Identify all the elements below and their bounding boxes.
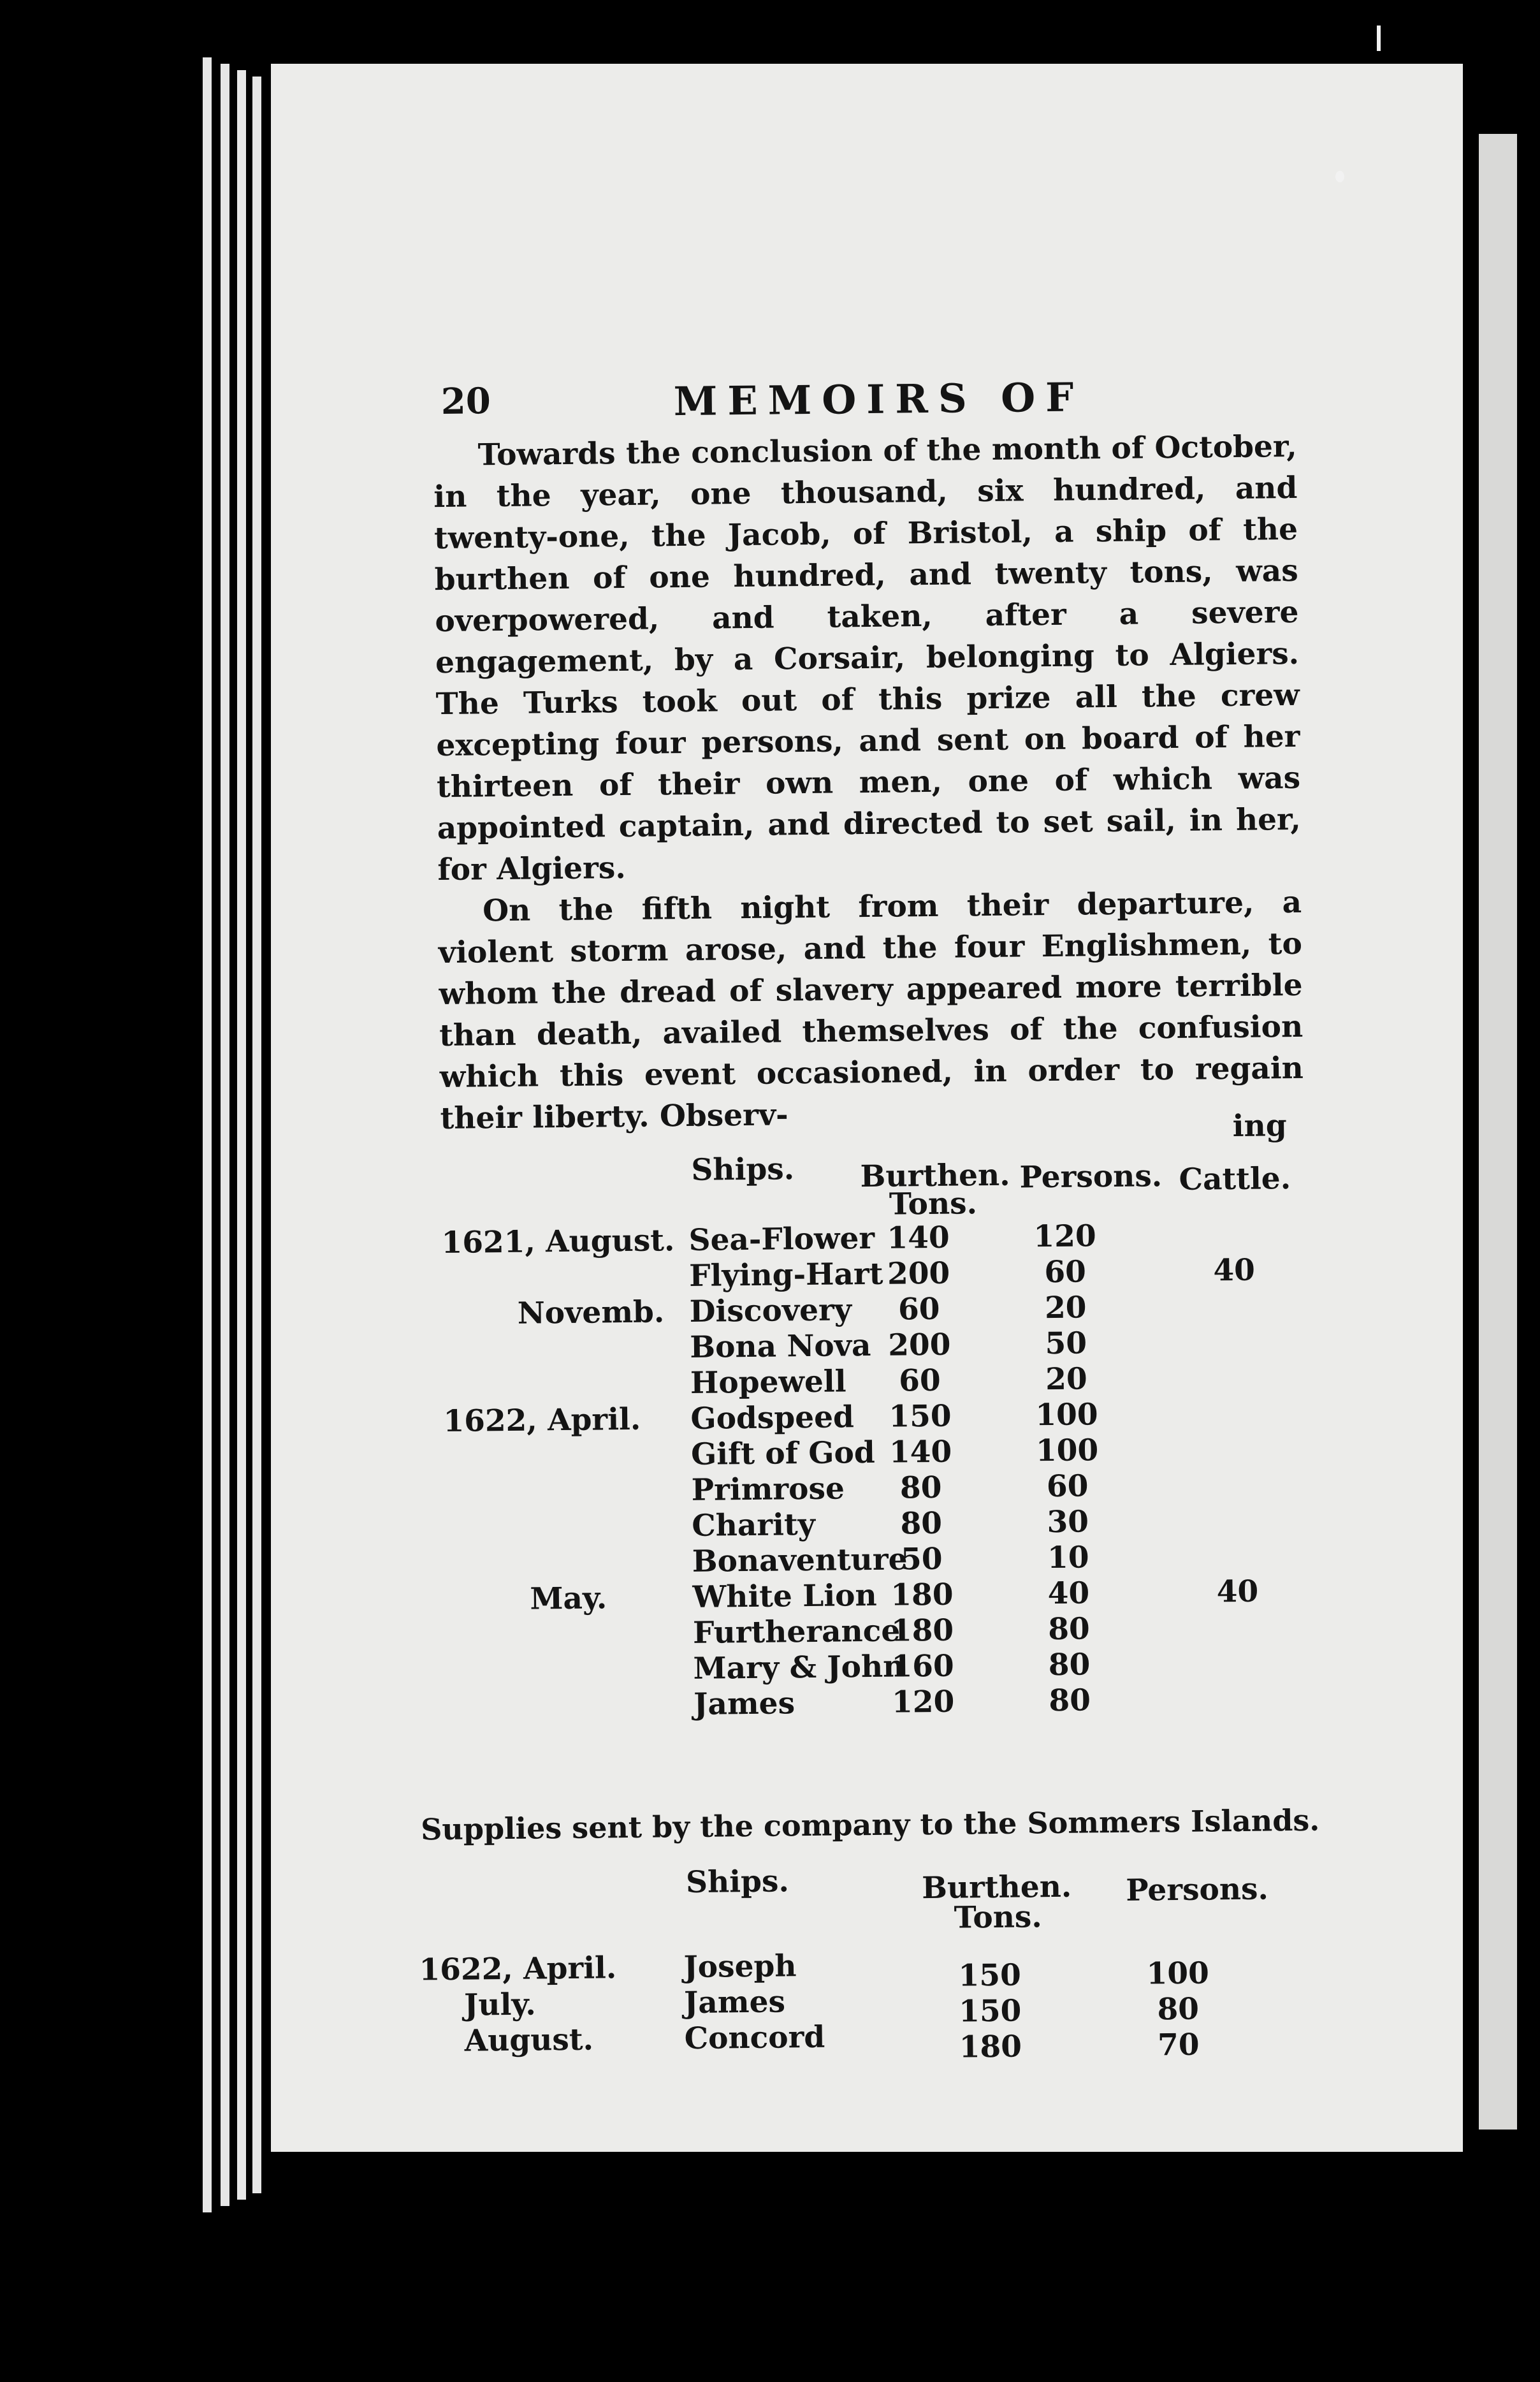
cell-burthen: 60 <box>897 1291 940 1327</box>
cell-burthen: 200 <box>887 1255 950 1292</box>
page-edge <box>221 64 229 2206</box>
cell-ship: Joseph <box>683 1948 797 1985</box>
page-number: 20 <box>440 380 491 423</box>
cell-persons: 50 <box>1045 1326 1087 1362</box>
cell-date: 1622, April. <box>419 1950 617 1988</box>
table-caption: Supplies sent by the company to the Sommers Islands. <box>420 1802 1320 1847</box>
header-persons: Persons. <box>1019 1158 1163 1195</box>
cell-persons: 120 <box>1033 1218 1096 1255</box>
cell-persons: 20 <box>1045 1361 1087 1398</box>
cell-burthen: 140 <box>887 1220 950 1256</box>
cell-persons: 30 <box>1047 1504 1089 1540</box>
cell-persons: 80 <box>1157 1991 1200 2028</box>
cell-persons: 60 <box>1046 1468 1089 1505</box>
cell-persons: 100 <box>1035 1397 1098 1433</box>
cell-ship: James <box>683 1984 786 2021</box>
header-burthen: Burthen. <box>921 1869 1072 1906</box>
header-burthen: Burthen. <box>860 1157 1010 1195</box>
cell-burthen: 200 <box>887 1327 951 1363</box>
header-cattle: Cattle. <box>1179 1161 1291 1197</box>
body-text <box>433 426 1304 1139</box>
header-ships: Ships. <box>691 1151 795 1188</box>
ink-speck <box>1335 171 1344 182</box>
cell-ship: Bonaventure <box>692 1542 908 1579</box>
cell-persons: 100 <box>1035 1433 1099 1469</box>
cell-persons: 60 <box>1044 1254 1087 1290</box>
cell-burthen: 180 <box>890 1612 954 1649</box>
cell-burthen: 80 <box>899 1470 942 1506</box>
book-page <box>271 64 1463 2152</box>
cell-date: 1622, April. <box>443 1401 641 1440</box>
page-edge <box>252 77 261 2193</box>
cell-ship: Charity <box>691 1507 816 1544</box>
cell-cattle: 40 <box>1213 1252 1256 1289</box>
catchword: ing <box>1232 1108 1287 1144</box>
cell-cattle: 40 <box>1216 1574 1259 1610</box>
cell-persons: 10 <box>1047 1540 1089 1576</box>
cell-date: 1621, August. <box>441 1223 675 1261</box>
paragraph: On the fifth night from their departure, a violent storm arose, and the four Englishmen, to whom the dread of slavery appeared more terrible than death, availed themselves of the confusion which this event occasioned, in order to regain their liberty. Observ- <box>438 884 1304 1137</box>
cell-ship: Furtherance <box>692 1613 901 1651</box>
margin-mark <box>1377 26 1381 51</box>
cell-ship: Primrose <box>691 1471 845 1508</box>
cell-ship: James <box>693 1686 795 1722</box>
cell-persons: 80 <box>1049 1683 1091 1719</box>
facing-page-edge <box>1479 134 1517 2130</box>
cell-date: May. <box>530 1581 607 1617</box>
page-edge <box>203 57 212 2212</box>
cell-persons: 80 <box>1048 1647 1091 1683</box>
cell-ship: Gift of God <box>690 1435 875 1472</box>
cell-ship: Discovery <box>689 1292 852 1329</box>
cell-date: July. <box>463 1987 536 2023</box>
page-content <box>262 57 1476 2158</box>
header-persons: Persons. <box>1126 1871 1269 1908</box>
paragraph: Towards the conclusion of the month of October, in the year, one thousand, six hundred, and twenty-one, the Jacob, of Bristol, a ship of the burthen of one hundred, and twenty tons, was overpowered, and taken, after a severe engagement, by a Corsair, belonging to Algiers. The Turks took out of this prize all the crew excepting four persons, and sent on board of her thirteen of their own men, one of which was appointed captain, and directed to set sail, in her, for Algiers. <box>433 428 1302 888</box>
cell-burthen: 50 <box>900 1541 943 1577</box>
cell-burthen: 160 <box>891 1648 954 1684</box>
cell-burthen: 140 <box>889 1434 952 1470</box>
running-title: MEMOIRS OF <box>673 374 1084 425</box>
header-tons: Tons. <box>954 1899 1042 1936</box>
cell-burthen: 180 <box>890 1577 954 1613</box>
cell-persons: 20 <box>1044 1290 1087 1326</box>
cell-ship: Bona Nova <box>690 1327 871 1365</box>
cell-ship: Sea-Flower <box>688 1220 875 1258</box>
cell-burthen: 80 <box>900 1505 943 1542</box>
cell-persons: 80 <box>1048 1611 1090 1648</box>
cell-persons: 100 <box>1146 1955 1210 1992</box>
header-tons: Tons. <box>889 1186 978 1222</box>
page-edge <box>237 70 246 2200</box>
cell-ship: Mary & John <box>693 1649 905 1686</box>
cell-persons: 70 <box>1157 2027 1200 2063</box>
cell-date: August. <box>464 2022 594 2059</box>
cell-burthen: 150 <box>958 1957 1022 1994</box>
header-ships: Ships. <box>685 1864 790 1901</box>
cell-ship: White Lion <box>692 1577 877 1615</box>
cell-ship: Hopewell <box>690 1364 846 1401</box>
cell-burthen: 60 <box>898 1363 941 1399</box>
cell-ship: Concord <box>684 2019 825 2057</box>
cell-ship: Godspeed <box>690 1399 855 1436</box>
cell-burthen: 150 <box>958 1993 1022 2029</box>
cell-burthen: 150 <box>889 1398 952 1435</box>
cell-date: Novemb. <box>517 1294 665 1331</box>
cell-persons: 40 <box>1047 1575 1090 1612</box>
cell-ship: Flying-Hart <box>688 1256 883 1294</box>
cell-burthen: 180 <box>959 2029 1022 2065</box>
cell-burthen: 120 <box>891 1684 955 1720</box>
